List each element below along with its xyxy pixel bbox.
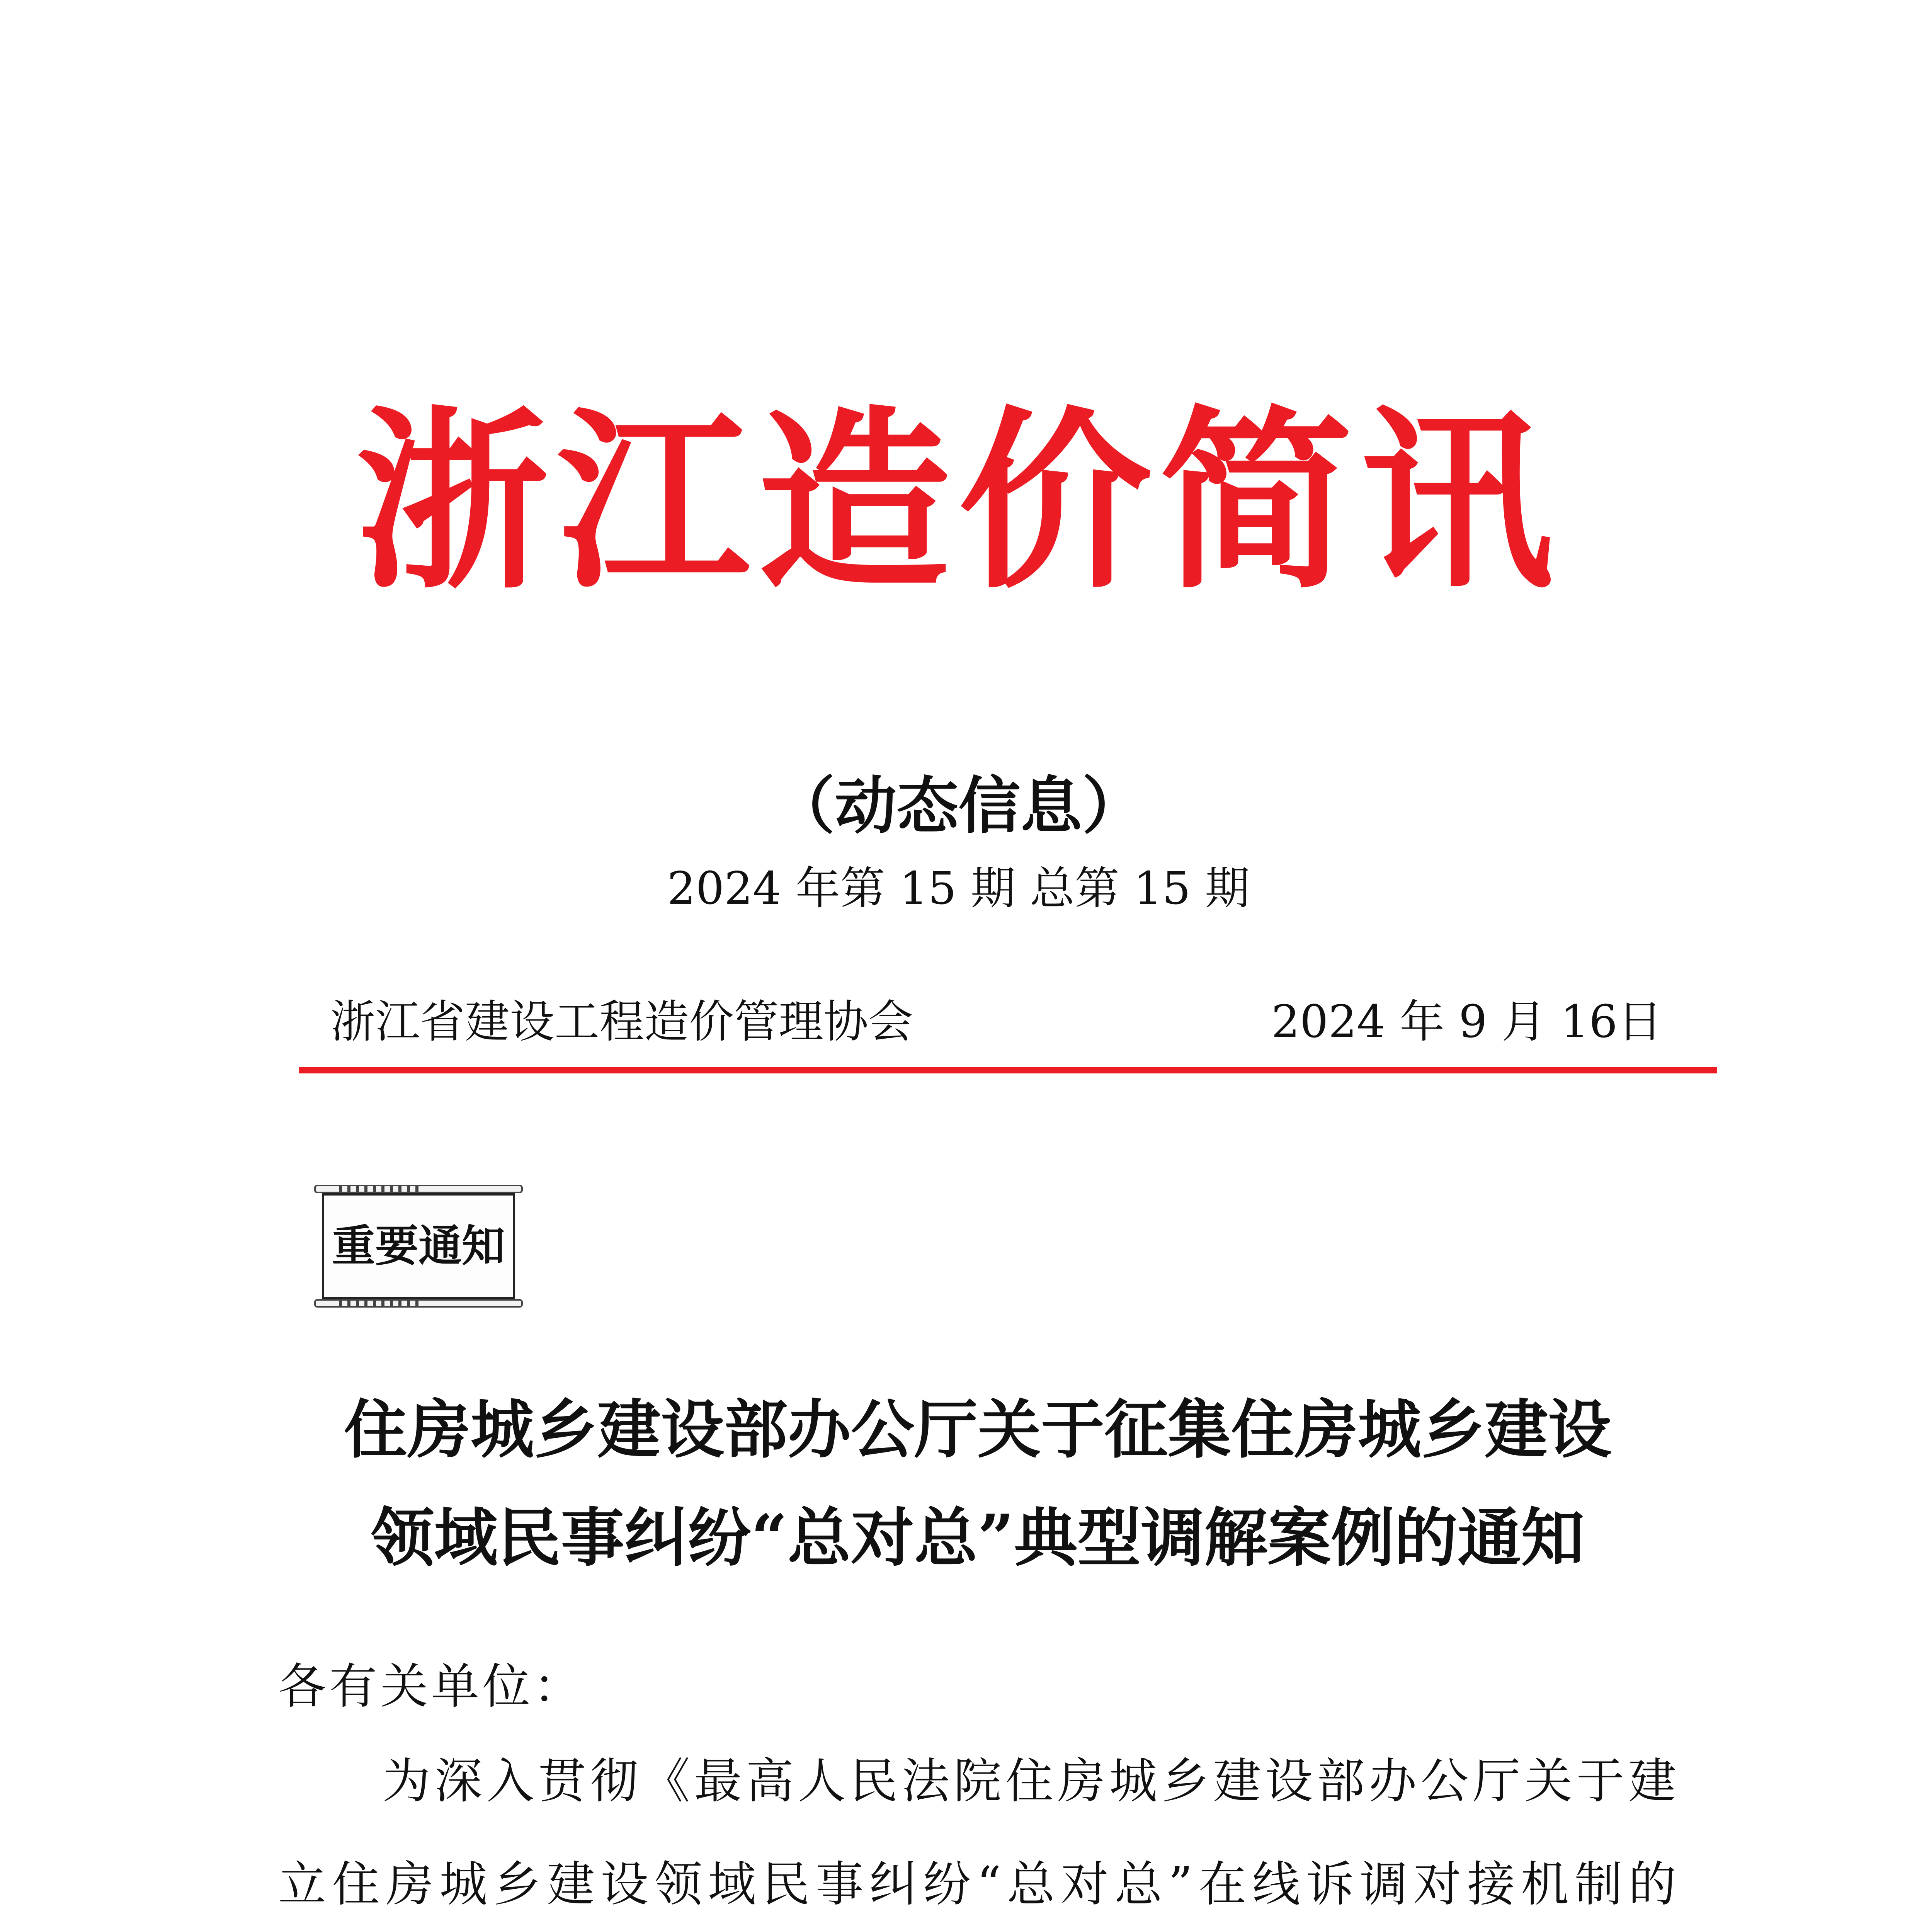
publish-date: 2024 年 9 月 16日 — [1271, 996, 1663, 1048]
salutation: 各有关单位： — [278, 1659, 585, 1714]
badge-label: 重要通知 — [332, 1221, 505, 1271]
article-headline — [301, 1376, 1654, 1592]
publisher-org: 浙江省建设工程造价管理协会 — [330, 996, 913, 1048]
badge-top-bar — [314, 1185, 523, 1193]
headline-line-2: 领域民事纠纷“总对总”典型调解案例的通知 — [371, 1500, 1585, 1575]
notice-badge — [314, 1185, 523, 1308]
body-line: 为深入贯彻《最高人民法院住房城乡建设部办公厅关于建 — [383, 1753, 1677, 1809]
headline-line-1: 住房城乡建设部办公厅关于征集住房城乡建设 — [344, 1392, 1611, 1467]
body-line: 立住房城乡建设领域民事纠纷“总对总”在线诉调对接机制的 — [278, 1857, 1677, 1912]
masthead-title: 浙江造价简讯 — [356, 390, 1561, 615]
red-divider — [299, 1067, 1717, 1073]
body-paragraph — [278, 1750, 1677, 1932]
bulletin-type: （动态信息） — [773, 769, 1144, 842]
badge-bottom-bar — [314, 1299, 523, 1308]
issue-number: 2024 年第 15 期 总第 15 期 — [667, 862, 1250, 915]
